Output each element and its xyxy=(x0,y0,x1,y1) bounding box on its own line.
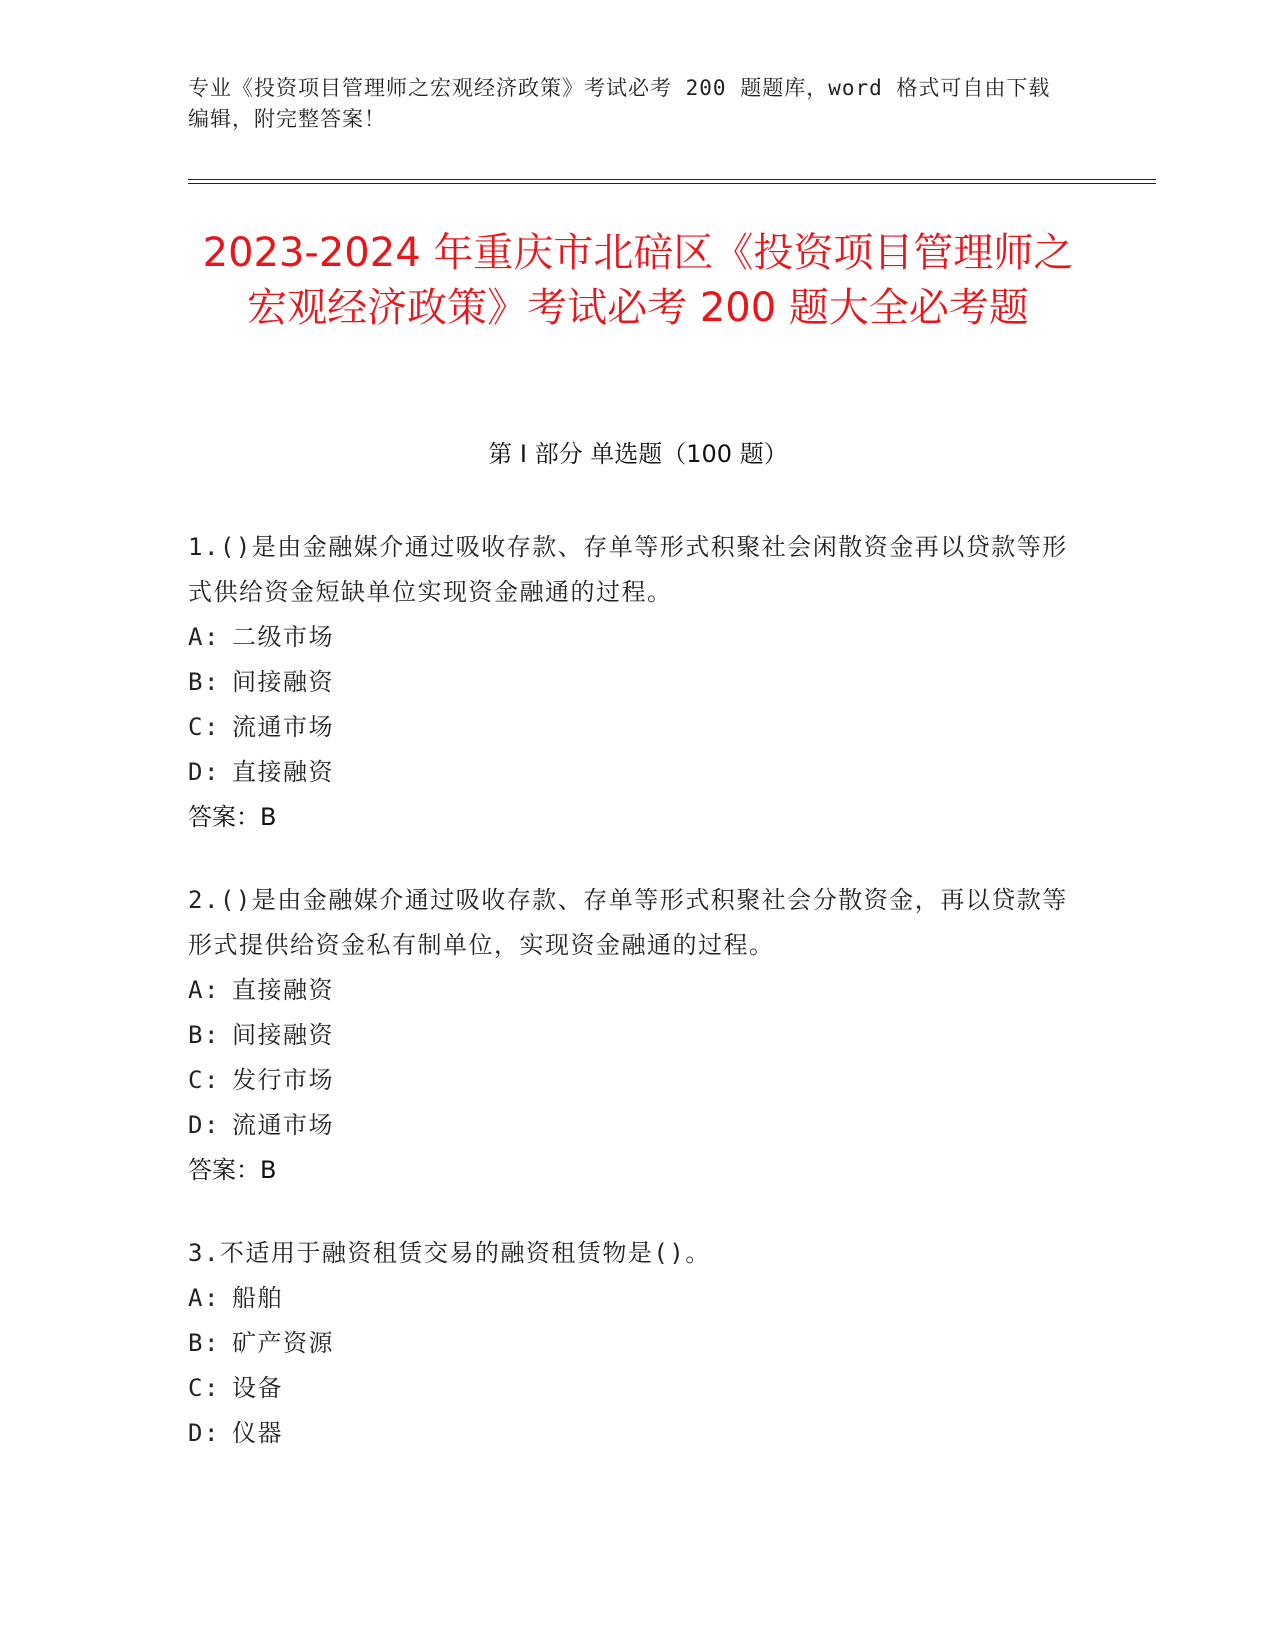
question-stem: 3.不适用于融资租赁交易的融资租赁物是()。 xyxy=(188,1239,711,1267)
option-a xyxy=(188,615,1068,660)
option-key: D: xyxy=(188,758,220,786)
section-title: 第 I 部分 单选题（100 题） xyxy=(488,440,788,468)
option-text: 直接融资 xyxy=(232,976,334,1004)
option-key: C: xyxy=(188,1066,220,1094)
option-b xyxy=(188,1321,1068,1366)
option-c xyxy=(188,705,1068,750)
option-key: B: xyxy=(188,1329,220,1357)
option-key: A: xyxy=(188,623,220,651)
option-b xyxy=(188,1013,1068,1058)
option-a xyxy=(188,968,1068,1013)
document-title: 2023-2024 年重庆市北碚区《投资项目管理师之宏观经济政策》考试必考 200 题大全必考题 xyxy=(202,230,1074,331)
option-text: 二级市场 xyxy=(232,623,334,651)
option-d xyxy=(188,1411,1068,1456)
option-d xyxy=(188,750,1068,795)
option-c xyxy=(188,1058,1068,1103)
option-text: 仪器 xyxy=(232,1419,283,1447)
header-divider xyxy=(188,179,1156,184)
question-1 xyxy=(188,525,1068,840)
option-key: D: xyxy=(188,1111,220,1139)
option-text: 矿产资源 xyxy=(232,1329,334,1357)
option-key: C: xyxy=(188,1374,220,1402)
option-a xyxy=(188,1276,1068,1321)
option-text: 流通市场 xyxy=(232,713,334,741)
question-3 xyxy=(188,1231,1068,1456)
option-text: 直接融资 xyxy=(232,758,334,786)
option-key: B: xyxy=(188,1021,220,1049)
option-key: B: xyxy=(188,668,220,696)
option-key: A: xyxy=(188,1284,220,1312)
option-d xyxy=(188,1103,1068,1148)
option-text: 间接融资 xyxy=(232,1021,334,1049)
option-b xyxy=(188,660,1068,705)
option-key: A: xyxy=(188,976,220,1004)
option-key: D: xyxy=(188,1419,220,1447)
answer-line: 答案：B xyxy=(188,803,277,831)
option-text: 设备 xyxy=(232,1374,283,1402)
option-c xyxy=(188,1366,1068,1411)
question-stem: 2.()是由金融媒介通过吸收存款、存单等形式积聚社会分散资金，再以贷款等形式提供给资金私有制单位，实现资金融通的过程。 xyxy=(188,886,1068,959)
option-text: 流通市场 xyxy=(232,1111,334,1139)
answer-line: 答案：B xyxy=(188,1156,277,1184)
header-note: 专业《投资项目管理师之宏观经济政策》考试必考 200 题题库，word 格式可自由下载编辑，附完整答案！ xyxy=(188,76,1051,131)
option-text: 间接融资 xyxy=(232,668,334,696)
option-key: C: xyxy=(188,713,220,741)
question-list xyxy=(188,525,1068,1494)
question-stem: 1.()是由金融媒介通过吸收存款、存单等形式积聚社会闲散资金再以贷款等形式供给资金短缺单位实现资金融通的过程。 xyxy=(188,533,1068,606)
option-text: 发行市场 xyxy=(232,1066,334,1094)
option-text: 船舶 xyxy=(232,1284,283,1312)
question-2 xyxy=(188,878,1068,1193)
